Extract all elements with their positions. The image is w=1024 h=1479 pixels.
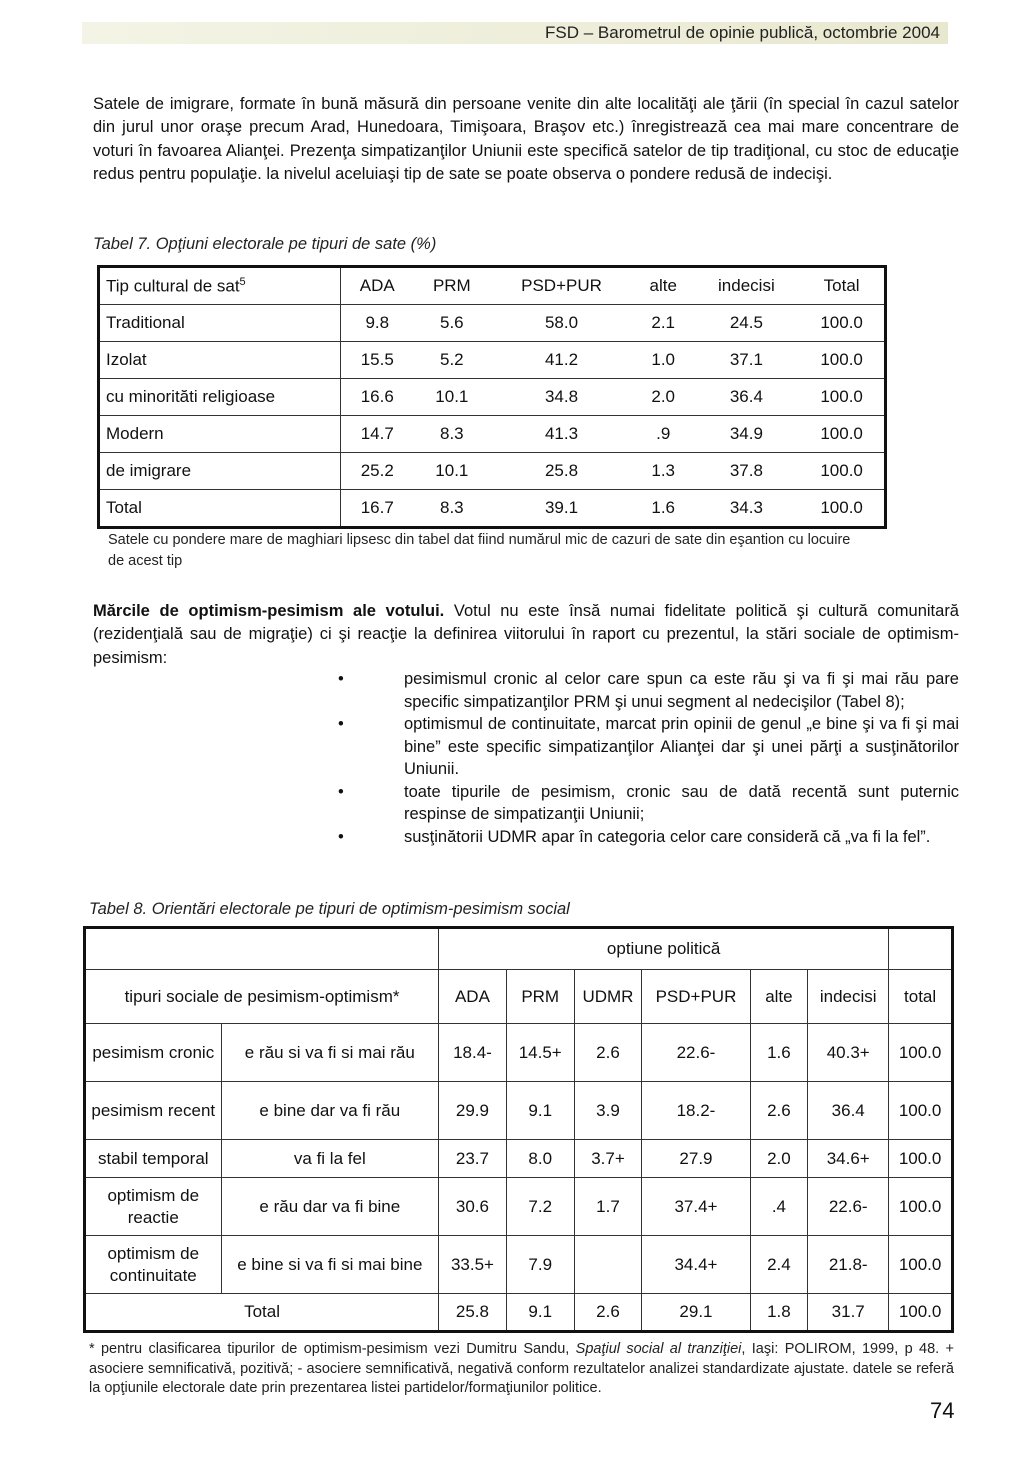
table8-cell: 14.5+ xyxy=(506,1024,574,1082)
table7-cell: 24.5 xyxy=(694,305,800,342)
bullet-text: pesimismul cronic al celor care spun ca este rău şi va fi şi mai rău pare specific simpatizanţilor PRM şi unui segment al nedecişilor (Tabel 8); xyxy=(404,670,959,711)
table8-caption: Tabel 8. Orientări electorale pe tipuri de optimism-pesimism social xyxy=(89,900,570,918)
page-header xyxy=(82,22,948,44)
table7-row xyxy=(99,379,886,416)
table7-cell: 100.0 xyxy=(799,416,885,453)
bullet-text: susţinătorii UDMR apar în categoria celor care consideră că „va fi la fel”. xyxy=(404,827,931,846)
table7-cell: 1.3 xyxy=(633,453,694,490)
table8-cell: 23.7 xyxy=(439,1140,507,1178)
table8 xyxy=(83,926,954,1333)
table7-row xyxy=(99,305,886,342)
table7-header-cell: indecisi xyxy=(694,267,800,305)
table7-cell: 14.7 xyxy=(341,416,414,453)
table7-cell: 34.3 xyxy=(729,498,763,517)
table8-header-cell: alte xyxy=(750,970,808,1024)
table8-type-cell: optimism de reactie xyxy=(85,1178,222,1236)
table7-cell: 37.1 xyxy=(694,342,800,379)
table7-cell: 2.0 xyxy=(633,379,694,416)
table8-desc-cell: e rău si va fi si mai rău xyxy=(221,1024,439,1082)
table7-cell: 15.5 xyxy=(341,342,414,379)
bullet-item xyxy=(93,781,959,826)
section-paragraph xyxy=(93,600,959,670)
table8-cell: 3.7+ xyxy=(574,1140,642,1178)
table7-row-label: Total xyxy=(99,490,341,528)
bullet-item xyxy=(93,826,959,849)
table8-cell: 22.6- xyxy=(808,1178,889,1236)
table8-cell: .4 xyxy=(750,1178,808,1236)
table8-group-row xyxy=(85,928,953,970)
bullet-text: optimismul de continuitate, marcat prin opinii de genul „e bine şi va fi şi mai bine” este specific simpatizanţilor Alianţei dar şi unei părţi a susţinătorilor Uniunii. xyxy=(404,715,959,778)
table7-cell: 5.2 xyxy=(414,342,491,379)
table8-cell: 100.0 xyxy=(889,1024,953,1082)
header-title: FSD – Barometrul de opinie publică, octombrie 2004 xyxy=(545,23,940,42)
table7-header-cell: PRM xyxy=(414,267,491,305)
table7-header-cell: Total xyxy=(799,267,885,305)
table7-cell: 16.6 xyxy=(341,379,414,416)
table7-cell: 34.9 xyxy=(694,416,800,453)
table8-cell xyxy=(574,1236,642,1294)
bullet-icon: • xyxy=(338,782,344,801)
bullet-item xyxy=(93,713,959,781)
table8-cell: 2.6 xyxy=(574,1024,642,1082)
table7-cell: 100.0 xyxy=(820,498,863,517)
table7-row-label: de imigrare xyxy=(99,453,341,490)
table7-cell: 100.0 xyxy=(799,342,885,379)
table8-desc-cell: va fi la fel xyxy=(221,1140,439,1178)
table7-cell: 36.4 xyxy=(694,379,800,416)
bullet-list xyxy=(93,668,959,848)
table8-total-cell: 1.8 xyxy=(750,1294,808,1332)
table8-cell: 100.0 xyxy=(889,1178,953,1236)
table7-cell: 2.1 xyxy=(633,305,694,342)
table8-row xyxy=(85,1082,953,1140)
table8-desc-cell: e rău dar va fi bine xyxy=(221,1178,439,1236)
table8-total-label: Total xyxy=(85,1294,439,1332)
table7-header-cell: PSD+PUR xyxy=(490,267,633,305)
table8-note: * pentru clasificarea tipurilor de optimism-pesimism vezi Dumitru Sandu, Spaţiul social al tranziţiei, Iaşi: POLIROM, 1999, p 48. + asociere semnificativă, pozitivă; - asociere semnificativă, negativă conform rezultatelor analizei standardizate ajustate. datele se referă la opţiunile electorale date prin prezentarea listei partidelor/formaţiunilor politice. xyxy=(89,1341,954,1396)
table8-cell: 36.4 xyxy=(808,1082,889,1140)
table8-cell: 34.4+ xyxy=(642,1236,750,1294)
table7-cell: 16.7 xyxy=(360,498,394,517)
table7-cell: 8.3 xyxy=(414,416,491,453)
table8-total-cell: 2.6 xyxy=(574,1294,642,1332)
table7-row xyxy=(99,453,886,490)
footnote-ref: 5 xyxy=(239,275,246,288)
table7-row-label: Modern xyxy=(99,416,341,453)
table8-type-cell: pesimism recent xyxy=(85,1082,222,1140)
table8-row xyxy=(85,1178,953,1236)
table8-header-cell: UDMR xyxy=(574,970,642,1024)
table8-type-cell: pesimism cronic xyxy=(85,1024,222,1082)
table7-cell: 100.0 xyxy=(799,453,885,490)
bullet-icon: • xyxy=(338,715,344,733)
table8-type-cell: stabil temporal xyxy=(85,1140,222,1178)
table8-header-cell: total xyxy=(889,970,953,1024)
table8-cell: 3.9 xyxy=(574,1082,642,1140)
table8-row xyxy=(85,1236,953,1294)
page-number: 74 xyxy=(930,1398,955,1423)
table8-row xyxy=(85,1024,953,1082)
table8-cell: 100.0 xyxy=(889,1236,953,1294)
table7-cell: 1.0 xyxy=(633,342,694,379)
table8-cell: 9.1 xyxy=(506,1082,574,1140)
table8-cell: 2.6 xyxy=(750,1082,808,1140)
table8-cell: 1.7 xyxy=(574,1178,642,1236)
table8-cell: 1.6 xyxy=(750,1024,808,1082)
table7-header-label: Tip cultural de sat$^5$ xyxy=(99,267,341,305)
table8-desc-cell: e bine si va fi si mai bine xyxy=(221,1236,439,1294)
table7-cell: 41.3 xyxy=(490,416,633,453)
table7-cell: 1.6 xyxy=(651,498,676,517)
table7-header-row xyxy=(99,267,886,305)
table7-cell: 39.1 xyxy=(544,498,579,517)
table7-cell: 5.6 xyxy=(414,305,491,342)
table8-total-cell: 25.8 xyxy=(439,1294,507,1332)
table8-cell: 27.9 xyxy=(642,1140,750,1178)
table8-header-cell: PRM xyxy=(506,970,574,1024)
table8-total-cell: 9.1 xyxy=(506,1294,574,1332)
table8-cell: 34.6+ xyxy=(808,1140,889,1178)
table7-header-cell: ADA xyxy=(341,267,414,305)
table8-cell: 37.4+ xyxy=(642,1178,750,1236)
table7-row-label: Izolat xyxy=(99,342,341,379)
section-heading: Mărcile de optimism-pesimism ale votului. xyxy=(93,602,445,620)
table7-cell: 100.0 xyxy=(799,305,885,342)
table8-total-cell: 31.7 xyxy=(808,1294,889,1332)
table7-cell: .9 xyxy=(633,416,694,453)
table8-desc-cell: e bine dar va fi rău xyxy=(221,1082,439,1140)
table7-row-label: cu minorităti religioase xyxy=(99,379,341,416)
bullet-item xyxy=(93,668,959,713)
table8-header-cell: PSD+PUR xyxy=(642,970,750,1024)
table8-cell: 22.6- xyxy=(642,1024,750,1082)
table7-cell: 37.8 xyxy=(694,453,800,490)
table8-cell: 100.0 xyxy=(889,1082,953,1140)
table7-row xyxy=(99,490,886,528)
table8-row-header: tipuri sociale de pesimism-optimism* xyxy=(85,970,439,1024)
table7 xyxy=(97,265,887,529)
table7-header-cell: alte xyxy=(633,267,694,305)
table8-cell: 7.9 xyxy=(506,1236,574,1294)
table8-cell: 7.2 xyxy=(506,1178,574,1236)
table8-header-row xyxy=(85,970,953,1024)
table8-cell: 8.0 xyxy=(506,1140,574,1178)
table7-row-label: Traditional xyxy=(99,305,341,342)
section-text: Votul nu este însă numai fidelitate politică şi cultură comunitară (rezidenţială sau de migraţie) ci şi reacţie la definirea viitorului în raport cu prezentul, la stări sociale de optimism-pesimism: xyxy=(93,602,959,667)
table8-total-row xyxy=(85,1294,953,1332)
table8-header-cell: indecisi xyxy=(808,970,889,1024)
table8-group-header: optiune politică xyxy=(439,928,889,970)
table8-row xyxy=(85,1140,953,1178)
table7-cell: 8.3 xyxy=(440,498,464,517)
table7-cell: 100.0 xyxy=(799,379,885,416)
table7-cell: 25.8 xyxy=(490,453,633,490)
table8-cell: 18.2- xyxy=(642,1082,750,1140)
table8-cell: 2.0 xyxy=(750,1140,808,1178)
table7-cell: 10.1 xyxy=(414,379,491,416)
table8-cell: 21.8- xyxy=(808,1236,889,1294)
table7-row xyxy=(99,416,886,453)
table8-total-cell: 29.1 xyxy=(642,1294,750,1332)
table8-cell: 100.0 xyxy=(889,1140,953,1178)
table8-cell: 33.5+ xyxy=(439,1236,507,1294)
table8-cell: 18.4- xyxy=(439,1024,507,1082)
table7-row xyxy=(99,342,886,379)
table8-empty-cell xyxy=(85,928,439,970)
table8-cell: 29.9 xyxy=(439,1082,507,1140)
table8-cell: 2.4 xyxy=(750,1236,808,1294)
table7-cell: 58.0 xyxy=(490,305,633,342)
table8-empty-cell xyxy=(889,928,953,970)
table7-note: Satele cu pondere mare de maghiari lipsesc din tabel dat fiind numărul mic de cazuri de sate din eşantion cu locuire de acest tip xyxy=(108,532,851,569)
table7-cell: 10.1 xyxy=(414,453,491,490)
intro-paragraph: Satele de imigrare, formate în bună măsură din persoane venite din alte localităţi ale ţării (în special în cazul satelor din jurul unor oraşe precum Arad, Hunedoara, Timişoara, Braşov etc.) înregistrează cea mai mare concentrare de voturi în favoarea Alianţei. Prezenţa simpatizanţilor Uniunii este specifică satelor de tip tradiţional, cu stoc de educaţie redus pentru populaţie. la nivelul aceluiaşi tip de sate se poate observa o pondere redusă de indecişi. xyxy=(93,95,959,184)
table8-header-cell: ADA xyxy=(439,970,507,1024)
table8-cell: 30.6 xyxy=(439,1178,507,1236)
table7-cell: 41.2 xyxy=(490,342,633,379)
table7-cell: 9.8 xyxy=(341,305,414,342)
table8-cell: 40.3+ xyxy=(808,1024,889,1082)
table8-total-cell: 100.0 xyxy=(889,1294,953,1332)
bullet-icon: • xyxy=(338,670,344,688)
bullet-icon: • xyxy=(338,827,344,846)
table8-type-cell: optimism de continuitate xyxy=(85,1236,222,1294)
bullet-text: toate tipurile de pesimism, cronic sau de dată recentă sunt puternic respinse de simpatizanţii Uniunii; xyxy=(404,782,959,823)
table7-cell: 34.8 xyxy=(490,379,633,416)
table7-cell: 25.2 xyxy=(341,453,414,490)
table7-caption: Tabel 7. Opţiuni electorale pe tipuri de sate (%) xyxy=(93,235,437,253)
